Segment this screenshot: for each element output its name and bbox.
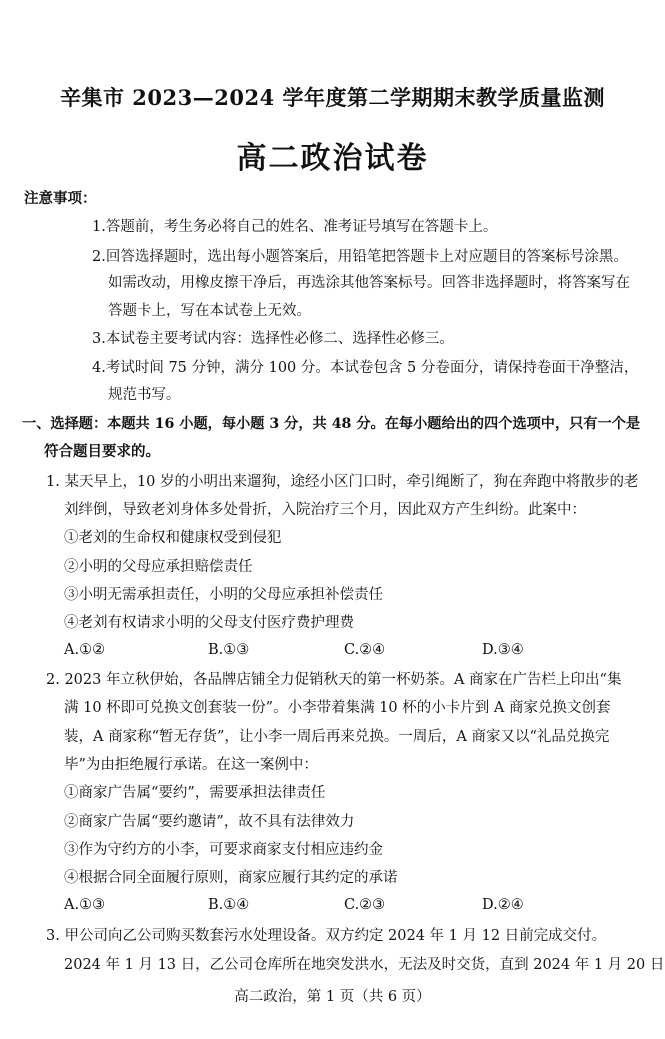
- note-line: 3.本试卷主要考试内容：选择性必修二、选择性必修三。: [92, 331, 454, 347]
- option-a: A.①③: [64, 897, 106, 913]
- notes-heading: 注意事项：: [24, 190, 97, 207]
- option-c: C.②④: [344, 642, 386, 658]
- statement-item: ②小明的父母应承担赔偿责任: [64, 559, 253, 575]
- note-line: 如需改动，用橡皮擦干净后，再选涂其他答案标号。回答非选择题时，将答案写在: [108, 275, 630, 291]
- question-stem: 装，A 商家称“暂无存货”，让小李一周后再来兑换。一周后，A 商家又以“礼品兑换完: [64, 729, 610, 745]
- question-stem: 1. 某天早上，10 岁的小明出来遛狗，途经小区门口时，牵引绳断了，狗在奔跑中将散步的老: [46, 474, 639, 490]
- question-stem: 毕”为由拒绝履行承诺。在这一案例中：: [64, 757, 318, 773]
- option-b: B.①④: [208, 897, 250, 913]
- statement-item: ④老刘有权请求小明的父母支付医疗费护理费: [64, 615, 354, 631]
- question-stem: 满 10 杯即可兑换文创套装一份”。小李带着集满 10 杯的小卡片到 A 商家兑换文创套: [64, 700, 611, 716]
- statement-item: ③作为守约方的小李，可要求商家支付相应违约金: [64, 842, 383, 858]
- option-d: D.②④: [482, 897, 524, 913]
- statement-item: ②商家广告属“要约邀请”，故不具有法律效力: [64, 814, 355, 830]
- note-line: 规范书写。: [108, 387, 181, 403]
- option-d: D.③④: [482, 642, 524, 658]
- statement-item: ③小明无需承担责任，小明的父母应承担补偿责任: [64, 587, 383, 603]
- statement-item: ①商家广告属“要约”，需要承担法律责任: [64, 785, 326, 801]
- exam-title: 辛集市 2023—2024 学年度第二学期期末教学质量监测: [59, 85, 605, 110]
- option-a: A.①②: [64, 642, 106, 658]
- option-b: B.①③: [208, 642, 250, 658]
- question-stem: 2024 年 1 月 13 日，乙公司仓库所在地突发洪水，无法及时交货，直到 2024 年 1 月 20 日: [64, 957, 665, 973]
- note-line: 4.考试时间 75 分钟，满分 100 分。本试卷包含 5 分卷面分，请保持卷面干净整洁，: [92, 360, 639, 376]
- section-heading-cont: 符合题目要求的。: [44, 443, 160, 460]
- statement-item: ④根据合同全面履行原则，商家应履行其约定的承诺: [64, 870, 398, 886]
- note-line: 1.答题前，考生务必将自己的姓名、准考证号填写在答题卡上。: [92, 219, 498, 235]
- subject-title: 高二政治试卷: [236, 141, 429, 176]
- statement-item: ①老刘的生命权和健康权受到侵犯: [64, 530, 282, 546]
- question-stem: 3. 甲公司向乙公司购买数套污水处理设备。双方约定 2024 年 1 月 12 日前完成交付。: [46, 928, 607, 944]
- page-footer: 高二政治，第 1 页（共 6 页）: [234, 989, 431, 1005]
- option-c: C.②③: [344, 897, 386, 913]
- answer-options: [64, 897, 624, 917]
- answer-options: [64, 642, 624, 662]
- section-heading: 一、选择题：本题共 16 小题，每小题 3 分，共 48 分。在每小题给出的四个选项中，只有一个是: [22, 416, 641, 432]
- note-line: 2.回答选择题时，选出每小题答案后，用铅笔把答题卡上对应题目的答案标号涂黑。: [92, 249, 628, 265]
- question-stem: 2. 2023 年立秋伊始，各品牌店铺全力促销秋天的第一杯奶茶。A 商家在广告栏上印出“集: [46, 672, 622, 688]
- question-stem: 刘绊倒，导致老刘身体多处骨折，入院治疗三个月，因此双方产生纠纷。此案中：: [64, 502, 586, 518]
- note-line: 答题卡上，写在本试卷上无效。: [108, 303, 311, 319]
